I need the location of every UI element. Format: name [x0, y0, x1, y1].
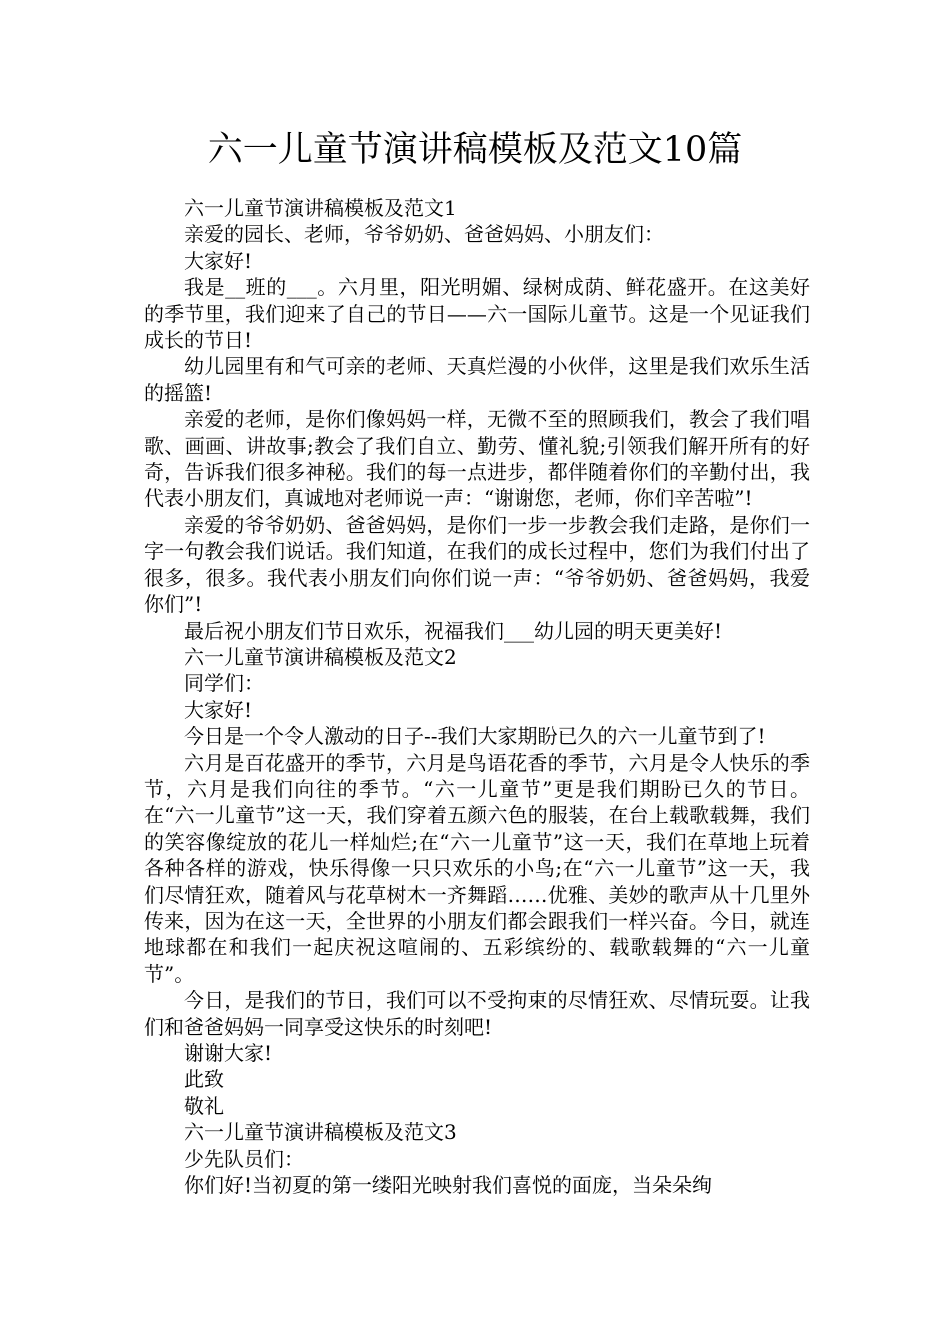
paragraph: 今日，是我们的节日，我们可以不受拘束的尽情狂欢、尽情玩耍。让我们和爸爸妈妈一同享受这快乐的时刻吧! [144, 988, 810, 1039]
paragraph: 亲爱的老师，是你们像妈妈一样，无微不至的照顾我们，教会了我们唱歌、画画、讲故事;教会了我们自立、勤劳、懂礼貌;引领我们解开所有的好奇，告诉我们很多神秘。我们的每一点进步，都伴随着你们的辛勤付出，我代表小朋友们，真诚地对老师说一声：“谢谢您，老师，你们辛苦啦”! [144, 407, 810, 511]
paragraph: 幼儿园里有和气可亲的老师、天真烂漫的小伙伴，这里是我们欢乐生活的摇篮! [144, 354, 810, 405]
section-heading-1: 六一儿童节演讲稿模板及范文1 [184, 196, 457, 220]
paragraph: 你们好!当初夏的第一缕阳光映射我们喜悦的面庞，当朵朵绚 [184, 1173, 713, 1198]
section-heading-2: 六一儿童节演讲稿模板及范文2 [184, 644, 457, 669]
closing: 此致 [184, 1067, 224, 1092]
paragraph: 最后祝小朋友们节日欢乐，祝福我们___幼儿园的明天更美好! [184, 618, 723, 643]
paragraph: 今日是一个令人激动的日子--我们大家期盼已久的六一儿童节到了! [184, 724, 766, 749]
closing: 谢谢大家! [184, 1041, 273, 1065]
paragraph: 六月是百花盛开的季节，六月是鸟语花香的季节，六月是令人快乐的季节，六月是我们向往的季节。“六一儿童节”更是我们期盼已久的节日。在“六一儿童节”这一天，我们穿着五颜六色的服装，在台上载歌载舞，我们的笑容像绽放的花儿一样灿烂;在“六一儿童节”这一天，我们在草地上玩着各种各样的游戏，快乐得像一只只欢乐的小鸟;在“六一儿童节”这一天，我们尽情狂欢，随着风与花草树木一齐舞蹈……优雅、美妙的歌声从十几里外传来，因为在这一天，全世界的小朋友们都会跟我们一样兴奋。今日，就连地球都在和我们一起庆祝这喧闹的、五彩缤纷的、载歌载舞的“六一儿童节”。 [144, 750, 810, 986]
greeting: 大家好! [184, 697, 253, 722]
closing: 敬礼 [184, 1093, 224, 1118]
section-heading-3: 六一儿童节演讲稿模板及范文3 [184, 1120, 457, 1145]
document-body [144, 195, 810, 1198]
salutation: 同学们： [184, 671, 264, 696]
salutation: 亲爱的园长、老师，爷爷奶奶、爸爸妈妈、小朋友们： [184, 222, 664, 247]
greeting: 大家好! [184, 248, 253, 273]
paragraph: 我是__班的___。六月里，阳光明媚、绿树成荫、鲜花盛开。在这美好的季节里，我们迎来了自己的节日——六一国际儿童节。这是一个见证我们成长的节日! [144, 275, 810, 353]
salutation: 少先队员们： [184, 1146, 304, 1171]
document-title: 六一儿童节演讲稿模板及范文10篇 [207, 130, 743, 170]
paragraph: 亲爱的爷爷奶奶、爸爸妈妈，是你们一步一步教会我们走路，是你们一字一句教会我们说话。我们知道，在我们的成长过程中，您们为我们付出了很多，很多。我代表小朋友们向你们说一声：“爷爷奶奶、爸爸妈妈，我爱你们”! [144, 512, 810, 617]
